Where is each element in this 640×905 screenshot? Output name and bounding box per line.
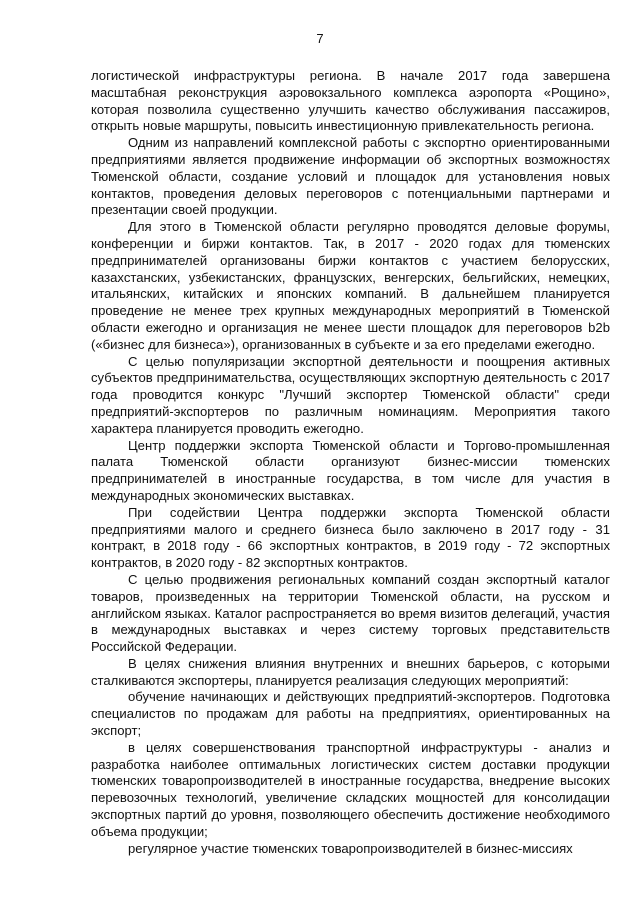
paragraph-airport-reconstruction: логистической инфраструктуры региона. В начале 2017 года завершена масштабная реконструкция аэровокзального комплекса аэропорта «Рощино», которая позволила существенно улучшить качество обслуживания пассажиров, открыть новые маршруты, повысить инвестиционную привлекательность региона. <box>91 68 610 134</box>
page-number: 7 <box>316 31 324 46</box>
list-item-transport: в целях совершенствования транспортной инфраструктуры - анализ и разработка наиболее оптимальных логистических систем доставки продукции тюменских товаропроизводителей в иностранные государства, внедрение высоких перевозочных технологий, увеличение складских мощностей для консолидации экспортных партий до уровня, позволяющего обеспечить достижение необходимого объема продукции; <box>91 739 610 839</box>
paragraph-export-catalog: С целью продвижения региональных компаний создан экспортный каталог товаров, произведенных на территории Тюменской области, на русском и английском языках. Каталог распространяется во время визитов делегаций, участия в международных выставках и через систему торговых представительств Российской Федерации. <box>91 571 610 655</box>
paragraph-barriers-intro: В целях снижения влияния внутренних и внешних барьеров, с которыми сталкиваются экспортеры, планируется реализация следующих мероприятий: <box>91 655 610 688</box>
paragraph-business-forums: Для этого в Тюменской области регулярно проводятся деловые форумы, конференции и биржи контактов. Так, в 2017 - 2020 годах для тюменских предпринимателей организованы биржи контактов с участием белорусских, казахстанских, узбекистанских, французских, венгерских, бельгийских, немецких, итальянских, китайских и японских компаний. В дальнейшем планируется проведение не менее трех крупных международных мероприятий в Тюменской области ежегодно и организация не менее шести площадок для переговоров b2b («бизнес для бизнеса»), организованных в субъекте и за его пределами ежегодно. <box>91 219 610 352</box>
paragraph-export-contracts: При содействии Центра поддержки экспорта Тюменской области предприятиями малого и среднего бизнеса было заключено в 2017 году - 31 контракт, в 2018 году - 66 экспортных контрактов, в 2019 году - 72 экспортных контрактов, в 2020 году - 82 экспортных контрактов. <box>91 504 610 571</box>
list-item-missions: регулярное участие тюменских товаропроизводителей в бизнес-миссиях <box>128 840 573 856</box>
paragraph-business-missions: Центр поддержки экспорта Тюменской области и Торгово-промышленная палата Тюменской области организуют бизнес-миссии тюменских предпринимателей в иностранные государства, в том числе для участия в международных экономических выставках. <box>91 437 610 503</box>
paragraph-exporter-contest: С целью популяризации экспортной деятельности и поощрения активных субъектов предпринимательства, осуществляющих экспортную деятельность с 2017 года проводится конкурс "Лучший экспортер Тюменской области" среди предприятий-экспортеров по различным номинациям. Мероприятия такого характера планируется проводить ежегодно. <box>91 353 610 436</box>
body-text <box>91 68 610 857</box>
list-item-training: обучение начинающих и действующих предприятий-экспортеров. Подготовка специалистов по продажам для работы на предприятиях, ориентированных на экспорт; <box>91 689 610 739</box>
paragraph-export-promotion: Одним из направлений комплексной работы с экспортно ориентированными предприятиями является продвижение информации об экспортных возможностях Тюменской области, создание условий и площадок для установления новых контактов, проведения деловых переговоров с потенциальными партнерами и презентации своей продукции. <box>91 135 610 218</box>
